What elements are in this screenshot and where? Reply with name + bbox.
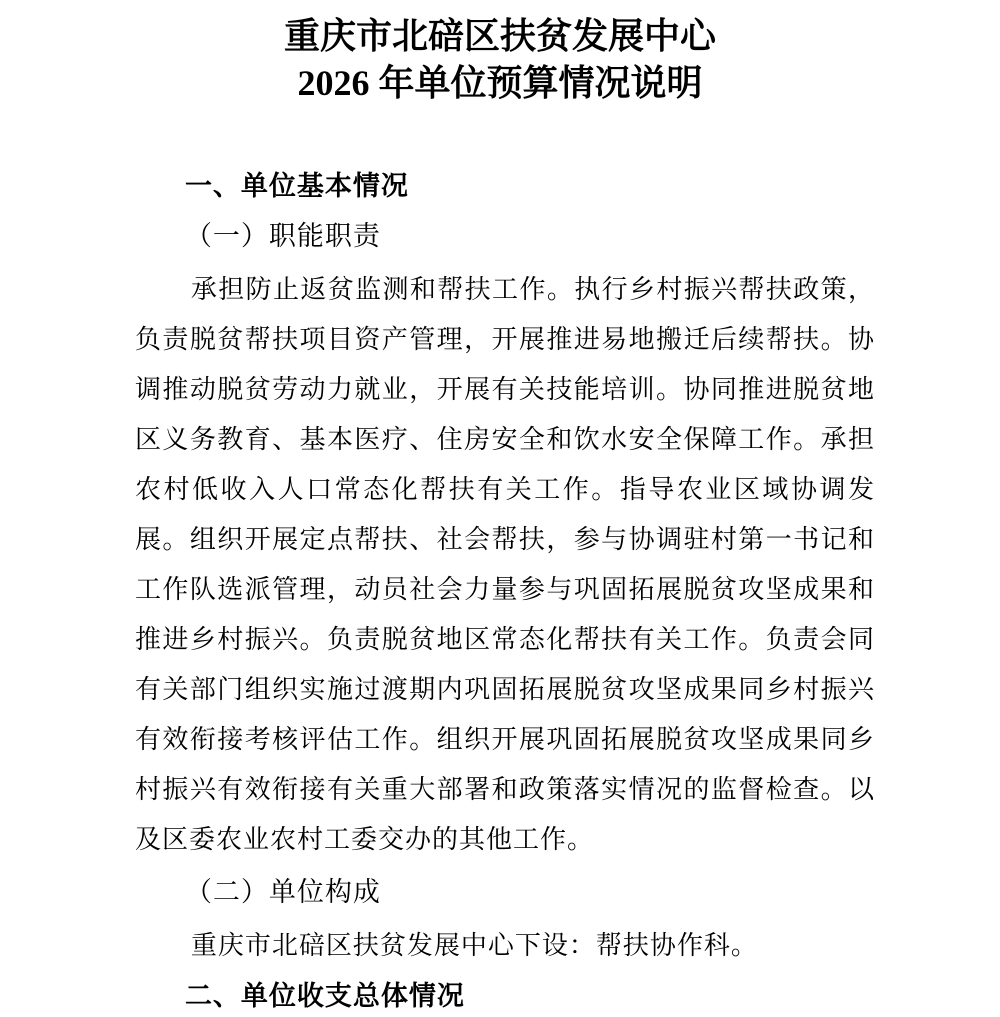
paragraph-duties: 承担防止返贫监测和帮扶工作。执行乡村振兴帮扶政策，负责脱贫帮扶项目资产管理，开展推进易地搬迁后续帮扶。协调推动脱贫劳动力就业，开展有关技能培训。协同推进脱贫地区义务教育、基本医疗、住房安全和饮水安全保障工作。承担农村低收入人口常态化帮扶有关工作。指导农业区域协调发展。组织开展定点帮扶、社会帮扶，参与协调驻村第一书记和工作队选派管理，动员社会力量参与巩固拓展脱贫攻坚成果和推进乡村振兴。负责脱贫地区常态化帮扶有关工作。负责会同有关部门组织实施过渡期内巩固拓展脱贫攻坚成果同乡村振兴有效衔接考核评估工作。组织开展巩固拓展脱贫攻坚成果同乡村振兴有效衔接有关重大部署和政策落实情况的监督检查。以及区委农业农村工委交办的其他工作。 <box>135 275 875 854</box>
document-title-line1: 重庆市北碚区扶贫发展中心 <box>283 16 716 56</box>
document-title <box>0 0 1000 107</box>
heading-section-1-basic-situation: 一、单位基本情况 <box>184 171 409 201</box>
paragraph-composition: 重庆市北碚区扶贫发展中心下设：帮扶协作科。 <box>190 931 758 960</box>
heading-section-2-revenue-expenditure: 二、单位收支总体情况 <box>184 981 465 1011</box>
heading-sub-1-2-composition: （二）单位构成 <box>184 877 381 907</box>
document-title-line2: 2026 年单位预算情况说明 <box>297 63 703 103</box>
heading-sub-1-1-duties: （一）职能职责 <box>184 221 381 251</box>
document-content <box>135 161 875 1017</box>
